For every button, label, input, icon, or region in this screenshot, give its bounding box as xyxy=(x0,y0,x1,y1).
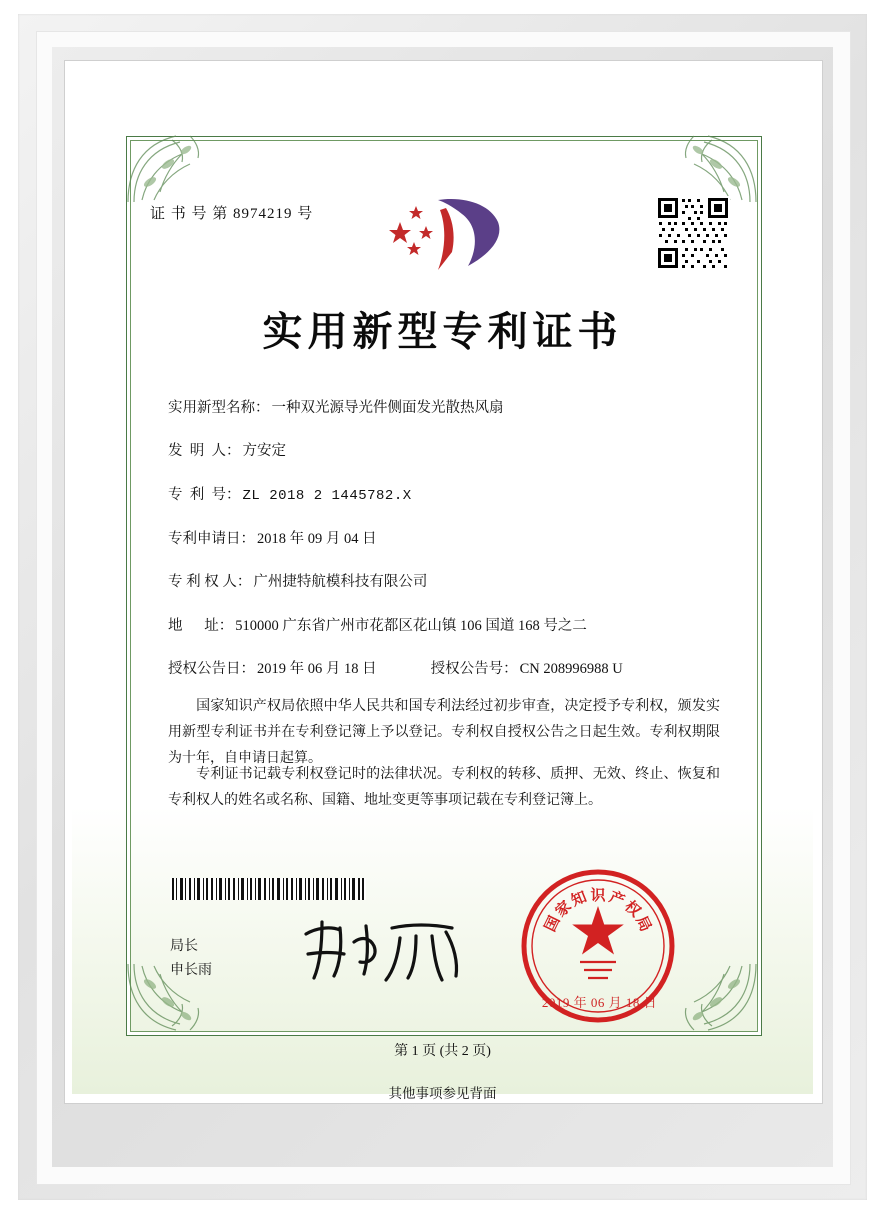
footnote: 其他事项参见背面 xyxy=(388,1086,497,1101)
field-row-application-date xyxy=(168,529,728,549)
field-value-secondary: CN 208996988 U xyxy=(519,661,623,678)
field-label: 专 利 权 人： xyxy=(168,574,252,591)
svg-text:权: 权 xyxy=(621,896,645,921)
seal-date: 2019 年 06 月 18 日 xyxy=(541,995,658,1010)
field-value: 2019 年 06 月 18 日 xyxy=(257,661,377,678)
field-row-inventor xyxy=(168,441,728,461)
qr-code-icon xyxy=(656,196,730,270)
field-row-address xyxy=(168,616,728,636)
svg-text:产: 产 xyxy=(606,887,628,910)
page-indicator: 第 1 页 (共 2 页) xyxy=(394,1044,491,1059)
field-label: 地 址： xyxy=(168,617,234,634)
svg-text:识: 识 xyxy=(590,886,606,904)
cnipa-logo-icon xyxy=(386,192,506,278)
field-label: 发 明 人： xyxy=(168,443,241,460)
field-value: 一种双光源导光件侧面发光散热风扇 xyxy=(271,400,504,416)
corner-ornament-icon xyxy=(674,960,760,1036)
field-label: 专利申请日： xyxy=(168,531,255,548)
svg-text:局: 局 xyxy=(632,912,656,935)
certificate-number: 证 书 号 第 8974219 号 xyxy=(150,206,314,222)
handwritten-signature xyxy=(296,912,476,992)
director-title: 局长 xyxy=(170,939,198,954)
field-label: 授权公告日： xyxy=(168,661,255,678)
field-value: 方安定 xyxy=(242,443,286,460)
svg-text:家: 家 xyxy=(551,896,575,921)
field-label: 实用新型名称： xyxy=(168,400,270,416)
field-row-utility-model-name xyxy=(168,398,728,418)
signature-block xyxy=(170,935,212,983)
field-value: 510000 广东省广州市花都区花山镇 106 国道 168 号之二 xyxy=(235,617,587,634)
barcode-icon xyxy=(170,878,366,900)
field-label-secondary: 授权公告号： xyxy=(430,661,518,678)
legal-paragraph-1 xyxy=(168,694,720,772)
field-list xyxy=(168,398,728,702)
legal-paragraph-2 xyxy=(168,762,720,814)
field-row-patentee xyxy=(168,572,728,592)
svg-text:国: 国 xyxy=(540,912,564,935)
corner-ornament-icon xyxy=(124,130,210,206)
director-name: 申长雨 xyxy=(170,963,212,978)
paragraph-text: 专利证书记载专利权登记时的法律状况。专利权的转移、质押、无效、终止、恢复和专利权人的姓名或名称、国籍、地址变更等事项记载在专利登记簿上。 xyxy=(168,767,720,808)
page-title: 实用新型专利证书 xyxy=(262,308,623,355)
field-row-grant-announcement xyxy=(168,659,728,679)
svg-text:知: 知 xyxy=(568,887,590,910)
field-value: 广州捷特航模科技有限公司 xyxy=(253,574,428,591)
field-label: 专 利 号： xyxy=(168,486,241,503)
field-value: 2018 年 09 月 04 日 xyxy=(257,531,377,548)
field-row-patent-number xyxy=(168,485,728,507)
corner-ornament-icon xyxy=(674,130,760,206)
paragraph-text: 国家知识产权局依照中华人民共和国专利法经过初步审查，决定授予专利权，颁发实用新型专利证书并在专利登记簿上予以登记。专利权自授权公告之日起生效。专利权期限为十年，自申请日起算。 xyxy=(168,699,720,766)
field-value: ZL 2018 2 1445782.X xyxy=(242,487,412,504)
